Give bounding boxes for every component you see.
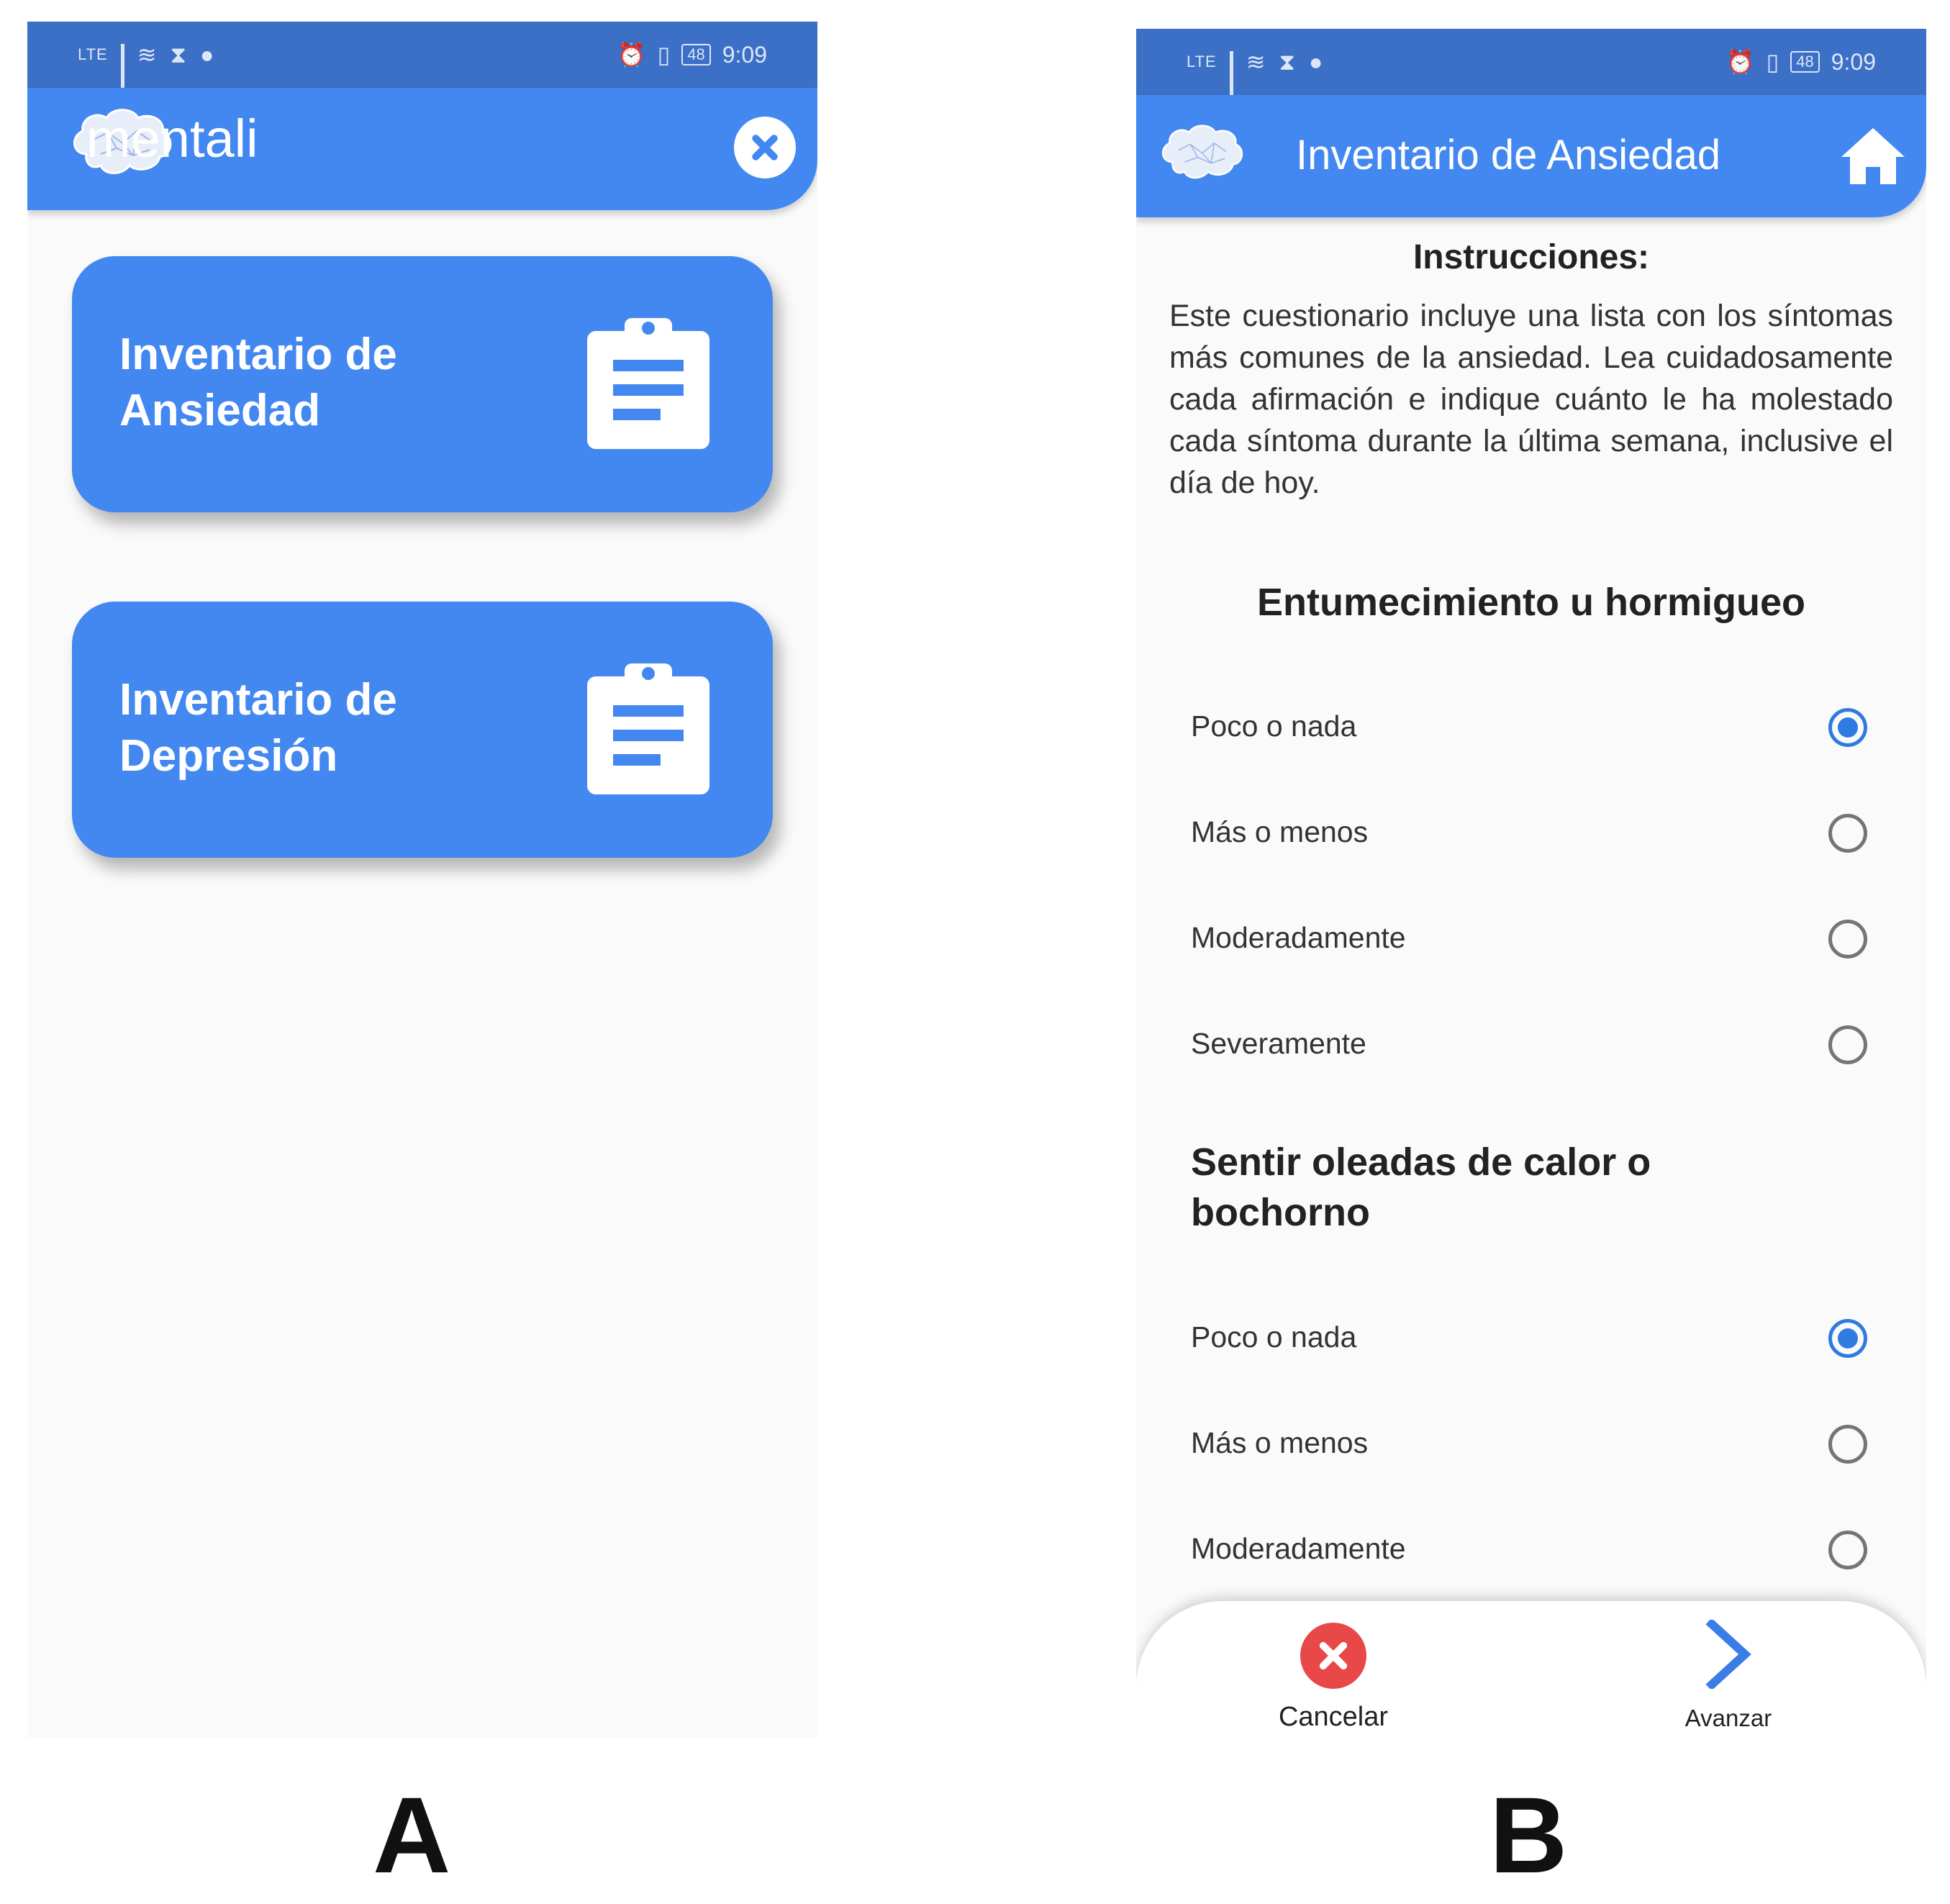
panel-label-a: A: [373, 1774, 451, 1895]
status-time: 9:09: [1831, 49, 1876, 75]
signal-icon: [1230, 51, 1233, 73]
app-notification-icon: ●: [200, 42, 215, 68]
radio-button[interactable]: [1828, 1531, 1867, 1569]
battery-icon: 48: [1790, 51, 1819, 73]
card-title: Inventario de Ansiedad: [119, 330, 397, 435]
radio-button[interactable]: [1828, 814, 1867, 853]
option-label: Más o menos: [1191, 815, 1369, 848]
signal-icon: [121, 44, 124, 65]
app-bar: [27, 88, 817, 210]
home-icon[interactable]: [1840, 125, 1906, 187]
instructions-heading: Instrucciones:: [1412, 238, 1650, 276]
screen-title: Inventario de Ansiedad: [1296, 132, 1721, 178]
wifi-icon: ≋: [137, 42, 158, 68]
option-label: Severamente: [1191, 1027, 1366, 1060]
option-label: Poco o nada: [1191, 1320, 1357, 1354]
close-icon[interactable]: [734, 117, 796, 178]
carrier-label: LTE: [1187, 53, 1217, 71]
radio-button[interactable]: [1828, 1025, 1867, 1064]
phone-screen-b: [1136, 29, 1926, 1746]
status-time: 9:09: [722, 42, 767, 68]
option-label: Poco o nada: [1191, 710, 1357, 743]
panel-label-b: B: [1489, 1774, 1568, 1895]
hourglass-icon: ⧗: [170, 42, 187, 68]
radio-button[interactable]: [1828, 920, 1867, 958]
option-label: Más o menos: [1191, 1426, 1369, 1459]
brain-logo-icon: [1155, 111, 1256, 201]
question-title: Sentir oleadas de calor o bochorno: [1191, 1141, 1651, 1234]
alarm-icon: ⏰: [617, 42, 646, 68]
radio-button[interactable]: [1828, 1425, 1867, 1464]
card-inventario-ansiedad[interactable]: [72, 256, 773, 512]
carrier-label: LTE: [78, 45, 108, 63]
radio-option[interactable]: [1191, 1306, 1867, 1371]
status-bar: [27, 22, 817, 88]
card-title: Inventario de Depresión: [119, 675, 397, 781]
radio-option[interactable]: [1191, 695, 1867, 760]
cancel-icon[interactable]: [1300, 1623, 1366, 1689]
cancel-button-label[interactable]: Cancelar: [1278, 1702, 1389, 1732]
radio-option[interactable]: [1191, 801, 1867, 866]
instructions-text: Este cuestionario incluye una lista con los síntomas más comunes de la ansiedad. Lea cuidadosamente cada afirmación e indique cuánto le ha molestado cada síntoma durante la última semana, inclusive el día de hoy.: [1169, 299, 1893, 500]
radio-button-selected[interactable]: [1828, 708, 1867, 747]
brand-name: mentali: [86, 109, 258, 168]
radio-option[interactable]: [1191, 907, 1867, 971]
bottom-navigation-bar: [1136, 1601, 1926, 1746]
next-button-label[interactable]: Avanzar: [1684, 1705, 1772, 1731]
wifi-icon: ≋: [1246, 49, 1266, 75]
alarm-icon: ⏰: [1725, 49, 1755, 75]
battery-icon: 48: [681, 44, 710, 65]
card-inventario-depresion[interactable]: [72, 602, 773, 858]
vibrate-icon: ▯: [1766, 49, 1779, 75]
app-bar: [1136, 95, 1926, 217]
clipboard-icon: [587, 312, 709, 449]
brand-logo: [65, 104, 302, 190]
status-bar: [1136, 29, 1926, 95]
app-notification-icon: ●: [1309, 49, 1324, 75]
clipboard-icon: [587, 658, 709, 794]
hourglass-icon: ⧗: [1279, 49, 1296, 75]
question-title: Entumecimiento u hormigueo: [1256, 581, 1806, 624]
radio-option[interactable]: [1191, 1518, 1867, 1582]
chevron-right-icon[interactable]: [1703, 1620, 1754, 1689]
radio-button-selected[interactable]: [1828, 1319, 1867, 1358]
vibrate-icon: ▯: [657, 42, 671, 68]
option-label: Moderadamente: [1191, 921, 1406, 954]
radio-option[interactable]: [1191, 1412, 1867, 1477]
radio-option[interactable]: [1191, 1012, 1867, 1077]
option-label: Moderadamente: [1191, 1532, 1406, 1565]
phone-screen-a: [27, 22, 817, 1738]
